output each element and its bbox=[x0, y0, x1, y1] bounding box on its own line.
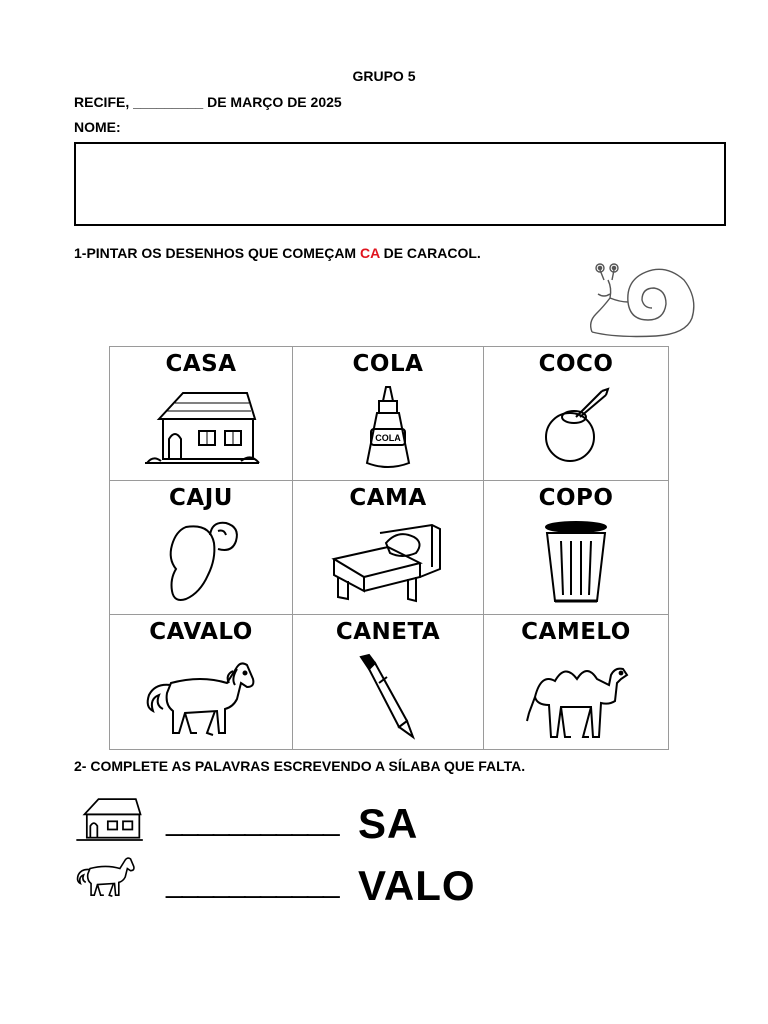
grid-cell-casa[interactable] bbox=[110, 347, 293, 481]
house-icon bbox=[74, 794, 144, 844]
pen-icon bbox=[353, 653, 423, 741]
glue-bottle-icon bbox=[353, 385, 423, 473]
grid-cell-cola[interactable] bbox=[293, 347, 484, 481]
question-1-suffix: DE CARACOL. bbox=[379, 245, 481, 261]
camel-icon bbox=[521, 653, 631, 741]
cell-word: CAMELO bbox=[521, 619, 631, 645]
name-box[interactable] bbox=[74, 142, 726, 226]
date-line: RECIFE, _________ DE MARÇO DE 2025 bbox=[74, 94, 342, 110]
snail-icon bbox=[586, 258, 698, 344]
cup-icon bbox=[541, 519, 611, 607]
question-1-highlight: CA bbox=[360, 245, 380, 261]
exercise-row bbox=[74, 852, 594, 910]
exercise-row bbox=[74, 794, 594, 852]
grid-cell-camelo[interactable] bbox=[484, 615, 668, 749]
house-icon bbox=[141, 385, 261, 469]
grid-cell-cama[interactable] bbox=[293, 481, 484, 615]
grid-cell-caneta[interactable] bbox=[293, 615, 484, 749]
cell-word: COPO bbox=[538, 485, 614, 511]
question-1-prefix: 1-PINTAR OS DESENHOS QUE COMEÇAM bbox=[74, 245, 360, 261]
syllable-text: SA bbox=[358, 800, 419, 847]
grid-cell-caju[interactable] bbox=[110, 481, 293, 615]
horse-icon bbox=[141, 653, 261, 741]
cell-word: CAJU bbox=[169, 485, 233, 511]
cashew-icon bbox=[156, 519, 246, 607]
coconut-icon bbox=[536, 385, 616, 465]
cell-word: COCO bbox=[538, 351, 614, 377]
cell-word: CAVALO bbox=[149, 619, 253, 645]
worksheet-title: GRUPO 5 bbox=[352, 68, 416, 84]
name-label: NOME: bbox=[74, 119, 121, 135]
grid-cell-copo[interactable] bbox=[484, 481, 668, 615]
answer-blank[interactable]: ___________ bbox=[166, 866, 339, 899]
glue-label: COLA bbox=[375, 433, 401, 443]
grid-cell-coco[interactable] bbox=[484, 347, 668, 481]
syllable-text: VALO bbox=[358, 862, 476, 909]
cell-word: COLA bbox=[352, 351, 424, 377]
horse-icon bbox=[74, 852, 138, 900]
picture-grid bbox=[109, 346, 669, 750]
cell-word: CANETA bbox=[335, 619, 441, 645]
answer-blank[interactable]: ___________ bbox=[166, 804, 339, 837]
cell-word: CAMA bbox=[349, 485, 427, 511]
question-1 bbox=[74, 245, 481, 261]
bed-icon bbox=[328, 519, 448, 605]
grid-cell-cavalo[interactable] bbox=[110, 615, 293, 749]
question-2: 2- COMPLETE AS PALAVRAS ESCREVENDO A SÍLABA QUE FALTA. bbox=[74, 758, 526, 774]
cell-word: CASA bbox=[165, 351, 237, 377]
